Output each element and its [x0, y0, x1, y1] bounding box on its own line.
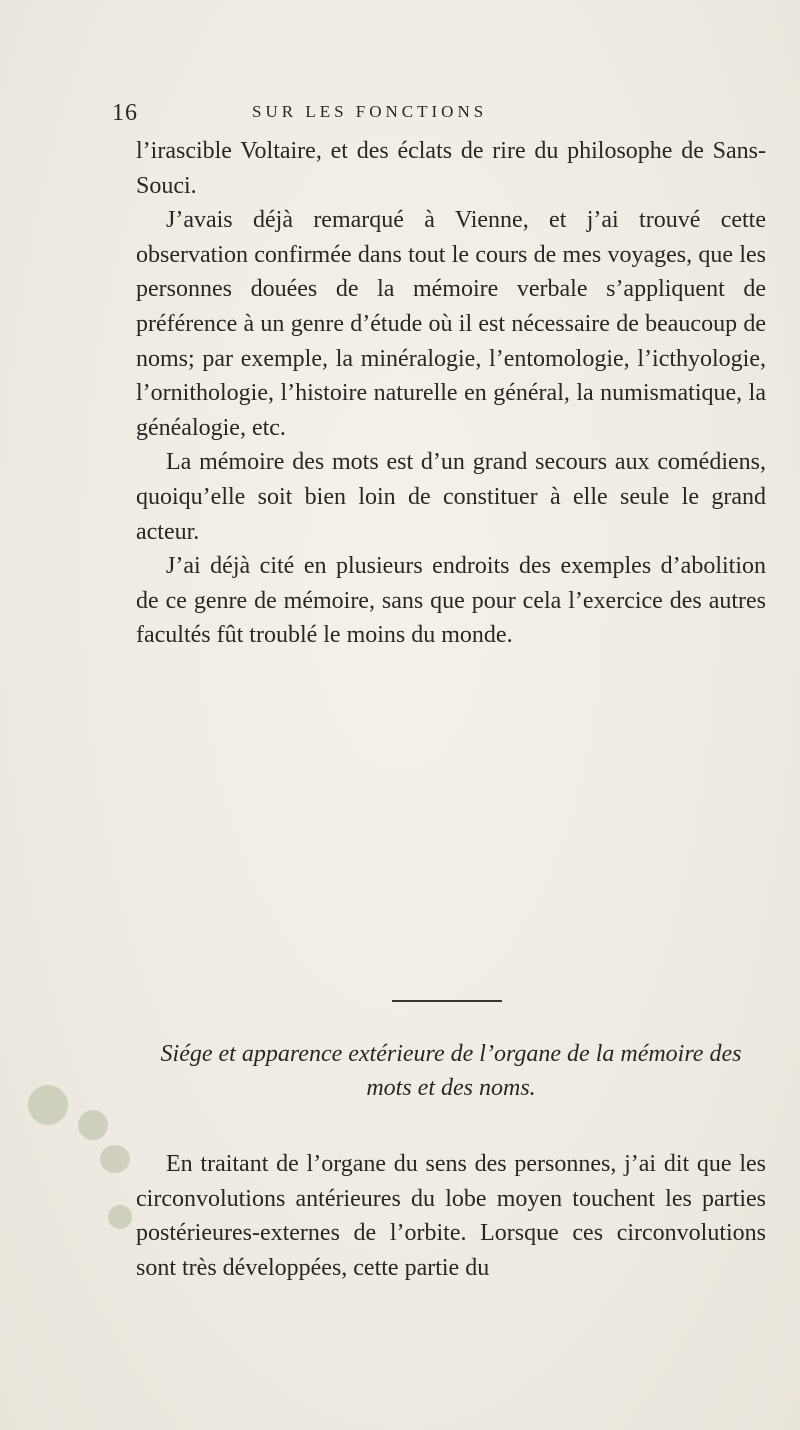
running-title: SUR LES FONCTIONS — [252, 102, 488, 121]
foxing-stain — [78, 1110, 108, 1140]
section-divider — [392, 1000, 502, 1002]
foxing-stain — [100, 1145, 130, 1173]
paragraph: En traitant de l’organe du sens des personnes, j’ai dit que les circonvolutions antérieures du lobe moyen touchent les parties postérieures-externes de l’orbite. Lorsque ces circonvolutions sont très développées, cette partie du — [136, 1151, 766, 1281]
page-number: 16 — [112, 100, 138, 126]
running-head — [112, 100, 762, 128]
section-heading: Siége et apparence extérieure de l’organe de la mémoire des mots et des noms. — [160, 1041, 742, 1101]
paragraph: J’avais déjà remarqué à Vienne, et j’ai trouvé cette observation confirmée dans tout le cours de mes voyages, que les personnes douées de la mémoire verbale s’appliquent de préférence à un genre d’étude où il est nécessaire de beaucoup de noms; par exemple, la minéralogie, l’entomologie, l’icthyologie, l’ornithologie, l’histoire naturelle en général, la numismatique, la généalogie, etc. — [136, 207, 766, 441]
foxing-stain — [108, 1205, 132, 1229]
paragraph: l’irascible Voltaire, et des éclats de rire du philosophe de Sans-Souci. — [136, 138, 766, 199]
foxing-stain — [28, 1085, 68, 1125]
section-text — [136, 1147, 766, 1285]
main-text — [136, 134, 766, 653]
paragraph: La mémoire des mots est d’un grand secours aux comédiens, quoiqu’elle soit bien loin de constituer à elle seule le grand acteur. — [136, 449, 766, 545]
paragraph: J’ai déjà cité en plusieurs endroits des exemples d’abolition de ce genre de mémoire, sans que pour cela l’exercice des autres facultés fût troublé le moins du monde. — [136, 553, 766, 649]
